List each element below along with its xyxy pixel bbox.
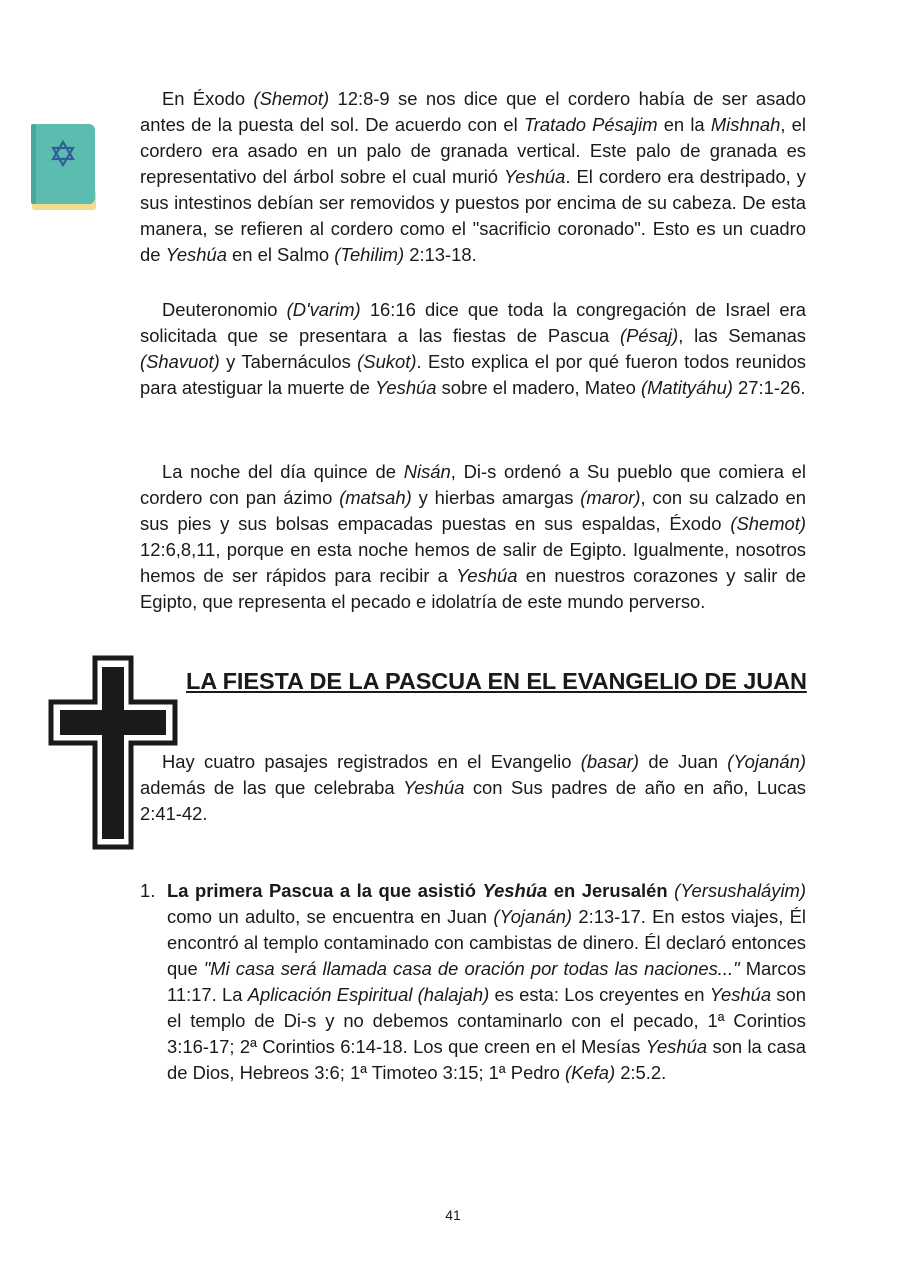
section-heading: LA FIESTA DE LA PASCUA EN EL EVANGELIO DE JUAN [186,668,807,694]
paragraph-nisan: La noche del día quince de Nisán, Di-s ordenó a Su pueblo que comiera el cordero con pan ázimo (matsah) y hierbas amargas (maror), con su calzado en sus pies y sus bolsas empacadas puestas en sus espaldas, Éxodo (Shemot) 12:6,8,11, porque en esta noche hemos de salir de Egipto. Igualmente, nosotros hemos de ser rápidos para recibir a Yeshúa en nuestros corazones y salir de Egipto, que representa el pecado e idolatría de este mundo perverso. [140,461,806,612]
book-star-of-david-icon [28,120,102,221]
list-item-number: 1. [140,880,156,901]
page-number: 41 [445,1207,461,1223]
list-item [140,878,806,1086]
paragraph-exodo: En Éxodo (Shemot) 12:8-9 se nos dice que el cordero había de ser asado antes de la puesta del sol. De acuerdo con el Tratado Pésajim en la Mishnah, el cordero era asado en un palo de granada vertical. Este palo de granada es representativo del árbol sobre el cual murió Yeshúa. El cordero era destripado, y sus intestinos debían ser removidos y puestos por encima de su cabeza. De esta manera, se refieren al cordero como el "sacrificio coronado". Esto es un cuadro de Yeshúa en el Salmo (Tehilim) 2:13-18. [140,88,806,265]
paragraph-cuatro-pasajes: Hay cuatro pasajes registrados en el Evangelio (basar) de Juan (Yojanán) además de las que celebraba Yeshúa con Sus padres de año en año, Lucas 2:41-42. [140,751,806,824]
paragraph-deuteronomio: Deuteronomio (D'varim) 16:16 dice que toda la congregación de Israel era solicitada que se presentara a las fiestas de Pascua (Pésaj), las Semanas (Shavuot) y Tabernáculos (Sukot). Esto explica el por qué fueron todos reunidos para atestiguar la muerte de Yeshúa sobre el madero, Mateo (Matityáhu) 27:1-26. [140,299,807,398]
numbered-list [140,878,806,1086]
list-item-body: La primera Pascua a la que asistió Yeshúa en Jerusalén (Yersushaláyim) como un adulto, se encuentra en Juan (Yojanán) 2:13-17. En estos viajes, Él encontró al templo contaminado con cambistas de dinero. Él declaró entonces que "Mi casa será llamada casa de oración por todas las naciones..." Marcos 11:17. La Aplicación Espiritual (halajah) es esta: Los creyentes en Yeshúa son el templo de Di-s y no debemos contaminarlo con el pecado, 1ª Corintios 3:16-17; 2ª Corintios 6:14-18. Los que creen en el Mesías Yeshúa son la casa de Dios, Hebreos 3:6; 1ª Timoteo 3:15; 1ª Pedro (Kefa) 2:5.2. [167,880,807,1083]
